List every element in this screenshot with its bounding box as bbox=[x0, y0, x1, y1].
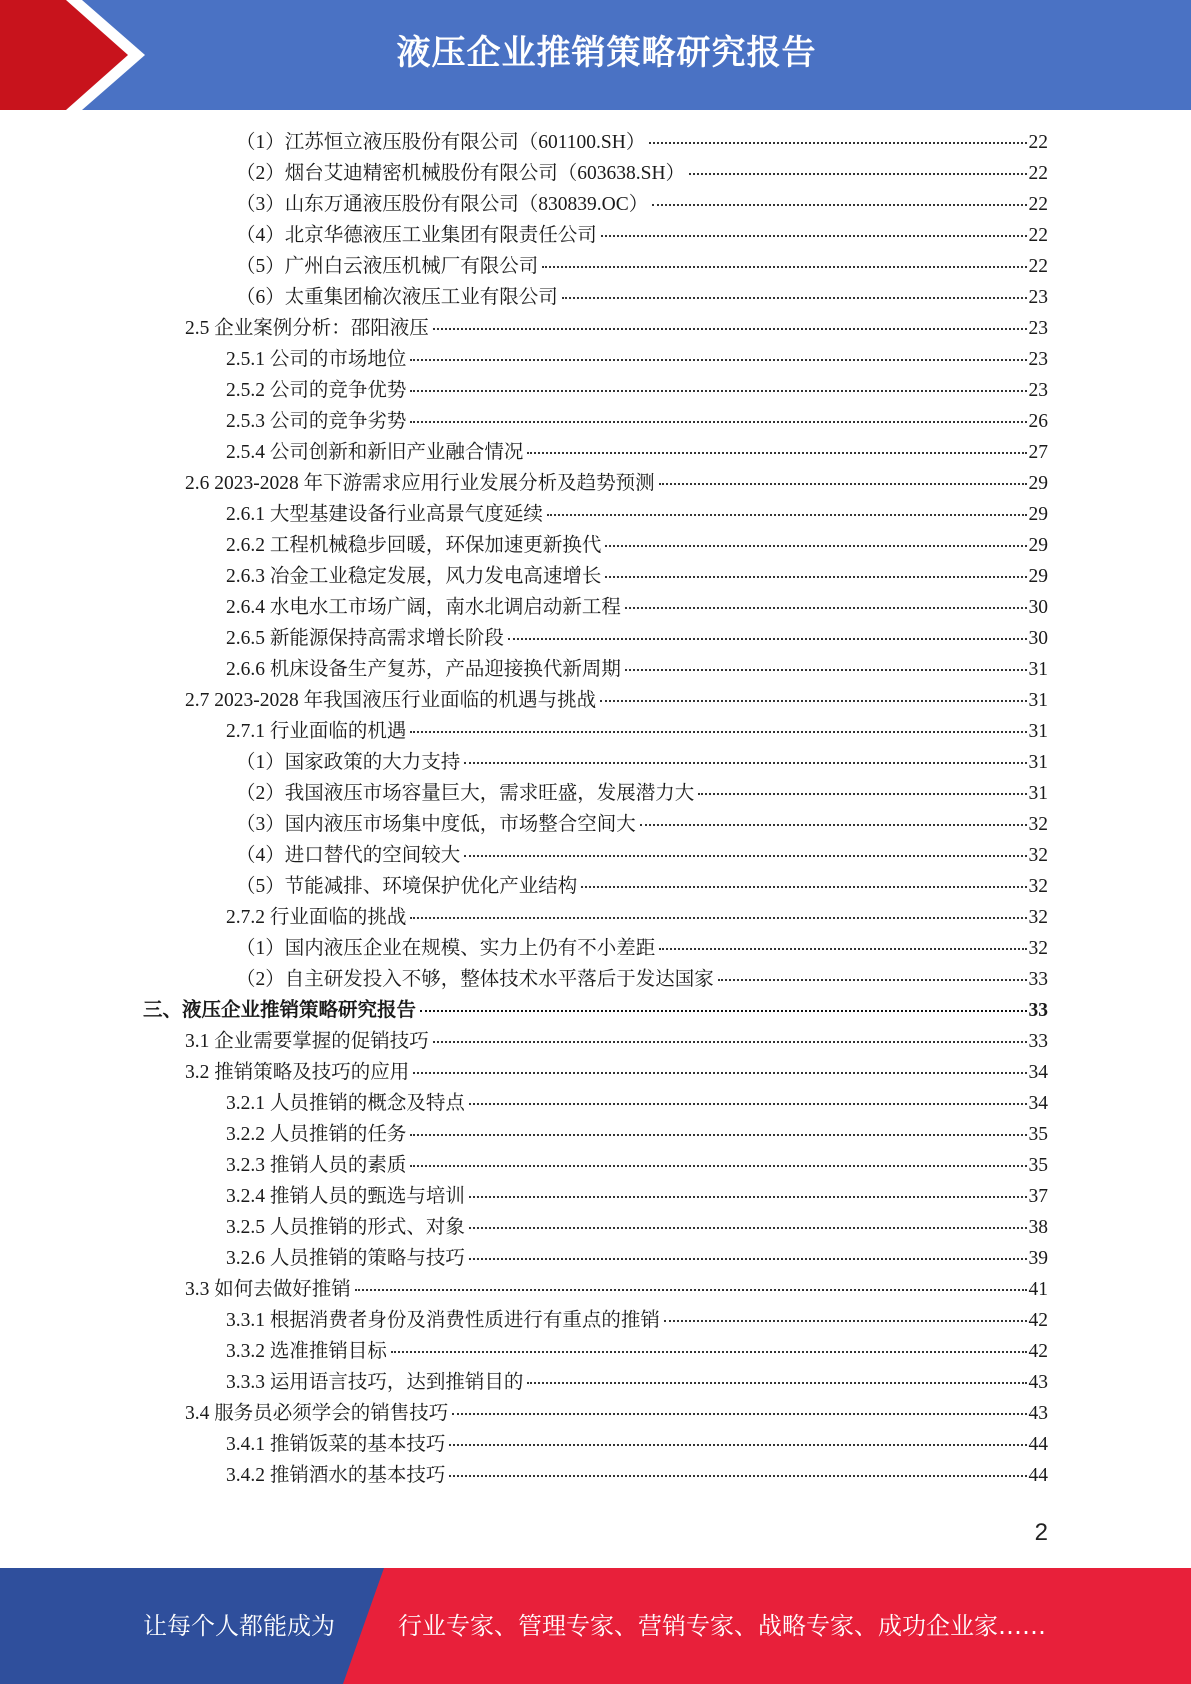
toc-entry-label: 3.4.1 推销饭菜的基本技巧 bbox=[226, 1434, 446, 1455]
toc-entry-label: 2.6.5 新能源保持高需求增长阶段 bbox=[226, 628, 504, 649]
toc-entry-page: 23 bbox=[1028, 349, 1048, 370]
dot-leader bbox=[664, 1320, 1027, 1322]
toc-entry-page: 43 bbox=[1028, 1403, 1048, 1424]
toc-entry[interactable] bbox=[185, 1026, 1048, 1057]
dot-leader bbox=[605, 576, 1026, 578]
toc-entry[interactable] bbox=[226, 1460, 1048, 1491]
toc-entry-page: 30 bbox=[1028, 628, 1048, 649]
dot-leader bbox=[391, 1351, 1027, 1353]
toc-entry-page: 39 bbox=[1028, 1248, 1048, 1269]
toc-entry-page: 32 bbox=[1028, 938, 1048, 959]
toc-entry-label: （4）北京华德液压工业集团有限责任公司 bbox=[236, 225, 597, 246]
toc-entry-page: 23 bbox=[1028, 380, 1048, 401]
toc-entry-page: 22 bbox=[1028, 256, 1048, 277]
toc-entry-label: 2.7 2023-2028 年我国液压行业面临的机遇与挑战 bbox=[185, 690, 597, 711]
dot-leader bbox=[469, 1258, 1027, 1260]
dot-leader bbox=[452, 1413, 1026, 1415]
toc-entry-label: （6）太重集团榆次液压工业有限公司 bbox=[236, 287, 558, 308]
toc-entry-page: 32 bbox=[1028, 814, 1048, 835]
toc-entry[interactable] bbox=[226, 499, 1048, 530]
dot-leader bbox=[410, 1134, 1026, 1136]
dot-leader bbox=[562, 297, 1027, 299]
toc-entry-page: 22 bbox=[1028, 132, 1048, 153]
dot-leader bbox=[410, 390, 1026, 392]
toc-entry-label: 3.2.3 推销人员的素质 bbox=[226, 1155, 407, 1176]
toc-entry-label: （1）江苏恒立液压股份有限公司（601100.SH） bbox=[236, 132, 646, 153]
toc-entry-page: 35 bbox=[1028, 1124, 1048, 1145]
toc-entry-label: （2）我国液压市场容量巨大，需求旺盛，发展潜力大 bbox=[236, 783, 695, 804]
toc-entry-page: 42 bbox=[1028, 1341, 1048, 1362]
toc-entry-label: 三、液压企业推销策略研究报告 bbox=[143, 1000, 417, 1021]
dot-leader bbox=[469, 1103, 1027, 1105]
toc-entry-page: 27 bbox=[1028, 442, 1048, 463]
toc-entry[interactable] bbox=[226, 406, 1048, 437]
toc-entry[interactable] bbox=[226, 1336, 1048, 1367]
dot-leader bbox=[469, 1196, 1027, 1198]
dot-leader bbox=[469, 1227, 1027, 1229]
toc-entry[interactable] bbox=[236, 933, 1048, 964]
dot-leader bbox=[420, 1010, 1026, 1012]
toc-entry-label: 2.6.1 大型基建设备行业高景气度延续 bbox=[226, 504, 543, 525]
toc-entry[interactable] bbox=[185, 468, 1048, 499]
footer-slogan-right: 行业专家、管理专家、营销专家、战略专家、成功企业家…… bbox=[398, 1612, 1046, 1640]
toc-entry[interactable] bbox=[185, 685, 1048, 716]
toc-chapter-entry[interactable] bbox=[143, 995, 1048, 1026]
toc-entry-label: 2.6.6 机床设备生产复苏，产品迎接换代新周期 bbox=[226, 659, 621, 680]
toc-entry[interactable] bbox=[236, 778, 1048, 809]
toc-entry-page: 32 bbox=[1028, 907, 1048, 928]
dot-leader bbox=[600, 700, 1026, 702]
toc-entry-label: 2.5 企业案例分析：邵阳液压 bbox=[185, 318, 429, 339]
toc-entry-label: （3）国内液压市场集中度低，市场整合空间大 bbox=[236, 814, 636, 835]
toc-entry[interactable] bbox=[226, 1181, 1048, 1212]
toc-entry-label: 3.2.5 人员推销的形式、对象 bbox=[226, 1217, 465, 1238]
dot-leader bbox=[433, 1041, 1027, 1043]
dot-leader bbox=[625, 669, 1027, 671]
toc-entry-page: 30 bbox=[1028, 597, 1048, 618]
toc-entry-page: 34 bbox=[1028, 1093, 1048, 1114]
toc-entry[interactable] bbox=[236, 189, 1048, 220]
dot-leader bbox=[625, 607, 1027, 609]
dot-leader bbox=[527, 452, 1026, 454]
footer-banner bbox=[0, 1568, 1191, 1684]
toc-entry-label: 2.6 2023-2028 年下游需求应用行业发展分析及趋势预测 bbox=[185, 473, 655, 494]
toc-entry-label: 3.3.1 根据消费者身份及消费性质进行有重点的推销 bbox=[226, 1310, 660, 1331]
toc-entry[interactable] bbox=[226, 437, 1048, 468]
toc-entry[interactable] bbox=[226, 1429, 1048, 1460]
toc-entry[interactable] bbox=[226, 1367, 1048, 1398]
dot-leader bbox=[433, 328, 1027, 330]
toc-entry-label: （5）节能减排、环境保护优化产业结构 bbox=[236, 876, 578, 897]
toc-entry-page: 38 bbox=[1028, 1217, 1048, 1238]
dot-leader bbox=[640, 824, 1027, 826]
toc-entry-label: 3.4 服务员必须学会的销售技巧 bbox=[185, 1403, 449, 1424]
toc-entry-page: 33 bbox=[1028, 1031, 1048, 1052]
dot-leader bbox=[410, 359, 1026, 361]
dot-leader bbox=[410, 731, 1026, 733]
toc-entry-label: 2.6.3 冶金工业稳定发展，风力发电高速增长 bbox=[226, 566, 602, 587]
page-number: 2 bbox=[1034, 1519, 1048, 1546]
toc-entry[interactable] bbox=[185, 313, 1048, 344]
toc-entry-page: 29 bbox=[1028, 535, 1048, 556]
toc-entry-label: 3.2.2 人员推销的任务 bbox=[226, 1124, 407, 1145]
toc-entry-page: 33 bbox=[1028, 1000, 1048, 1021]
toc-entry-label: 3.2.1 人员推销的概念及特点 bbox=[226, 1093, 465, 1114]
dot-leader bbox=[464, 762, 1026, 764]
toc-entry-page: 26 bbox=[1028, 411, 1048, 432]
toc-entry-page: 31 bbox=[1028, 690, 1048, 711]
toc-entry[interactable] bbox=[226, 530, 1048, 561]
toc-entry-page: 31 bbox=[1028, 721, 1048, 742]
toc-entry-page: 32 bbox=[1028, 876, 1048, 897]
toc-entry[interactable] bbox=[226, 1088, 1048, 1119]
toc-entry-page: 31 bbox=[1028, 752, 1048, 773]
toc-entry[interactable] bbox=[236, 251, 1048, 282]
dot-leader bbox=[410, 1165, 1026, 1167]
toc-entry-page: 23 bbox=[1028, 287, 1048, 308]
toc-entry-page: 37 bbox=[1028, 1186, 1048, 1207]
dot-leader bbox=[527, 1382, 1026, 1384]
toc-entry-page: 41 bbox=[1028, 1279, 1048, 1300]
dot-leader bbox=[605, 545, 1026, 547]
toc-entry-label: （1）国内液压企业在规模、实力上仍有不小差距 bbox=[236, 938, 656, 959]
toc-entry-label: 2.7.2 行业面临的挑战 bbox=[226, 907, 407, 928]
toc-entry-label: 2.7.1 行业面临的机遇 bbox=[226, 721, 407, 742]
toc-entry[interactable] bbox=[226, 592, 1048, 623]
toc-entry-page: 29 bbox=[1028, 504, 1048, 525]
toc-entry-label: 3.3.2 选准推销目标 bbox=[226, 1341, 387, 1362]
toc-entry-label: （3）山东万通液压股份有限公司（830839.OC） bbox=[236, 194, 649, 215]
dot-leader bbox=[547, 514, 1027, 516]
toc-entry[interactable] bbox=[226, 623, 1048, 654]
toc-entry[interactable] bbox=[226, 1212, 1048, 1243]
toc-entry[interactable] bbox=[236, 158, 1048, 189]
header-banner bbox=[0, 0, 1191, 110]
toc-entry-label: 3.3 如何去做好推销 bbox=[185, 1279, 351, 1300]
toc-entry-label: （5）广州白云液压机械厂有限公司 bbox=[236, 256, 539, 277]
dot-leader bbox=[698, 793, 1026, 795]
toc-entry-label: 3.2 推销策略及技巧的应用 bbox=[185, 1062, 410, 1083]
toc-entry-label: （4）进口替代的空间较大 bbox=[236, 845, 461, 866]
toc-entry[interactable] bbox=[236, 840, 1048, 871]
toc-entry-label: 3.4.2 推销酒水的基本技巧 bbox=[226, 1465, 446, 1486]
toc-entry-page: 29 bbox=[1028, 473, 1048, 494]
toc-entry-page: 29 bbox=[1028, 566, 1048, 587]
dot-leader bbox=[581, 886, 1026, 888]
toc-entry-page: 44 bbox=[1028, 1465, 1048, 1486]
toc-entry[interactable] bbox=[226, 716, 1048, 747]
toc-entry[interactable] bbox=[236, 282, 1048, 313]
dot-leader bbox=[413, 1072, 1026, 1074]
footer-slogan-left: 让每个人都能成为 bbox=[143, 1612, 335, 1640]
toc-entry[interactable] bbox=[236, 809, 1048, 840]
toc-entry-page: 22 bbox=[1028, 163, 1048, 184]
dot-leader bbox=[464, 855, 1026, 857]
toc-entry[interactable] bbox=[226, 344, 1048, 375]
toc-entry-label: 3.1 企业需要掌握的促销技巧 bbox=[185, 1031, 429, 1052]
toc-entry[interactable] bbox=[226, 561, 1048, 592]
dot-leader bbox=[649, 142, 1026, 144]
dot-leader bbox=[659, 948, 1026, 950]
dot-leader bbox=[659, 483, 1027, 485]
dot-leader bbox=[410, 917, 1026, 919]
toc-entry-page: 32 bbox=[1028, 845, 1048, 866]
report-title: 液压企业推销策略研究报告 bbox=[396, 33, 817, 73]
dot-leader bbox=[355, 1289, 1027, 1291]
dot-leader bbox=[410, 421, 1026, 423]
toc-entry[interactable] bbox=[226, 1305, 1048, 1336]
toc-entry-label: 2.5.2 公司的竞争优势 bbox=[226, 380, 407, 401]
toc-entry[interactable] bbox=[226, 902, 1048, 933]
toc-entry[interactable] bbox=[185, 1398, 1048, 1429]
dot-leader bbox=[542, 266, 1026, 268]
toc-entry-page: 23 bbox=[1028, 318, 1048, 339]
toc-entry[interactable] bbox=[236, 871, 1048, 902]
toc-entry-page: 42 bbox=[1028, 1310, 1048, 1331]
toc-entry-page: 35 bbox=[1028, 1155, 1048, 1176]
toc-entry-label: 2.6.4 水电水工市场广阔，南水北调启动新工程 bbox=[226, 597, 621, 618]
toc-entry[interactable] bbox=[185, 1274, 1048, 1305]
toc-entry[interactable] bbox=[226, 654, 1048, 685]
toc-entry-label: 3.2.4 推销人员的甄选与培训 bbox=[226, 1186, 465, 1207]
dot-leader bbox=[449, 1475, 1026, 1477]
dot-leader bbox=[652, 204, 1026, 206]
toc-entry-label: 2.6.2 工程机械稳步回暖，环保加速更新换代 bbox=[226, 535, 602, 556]
toc-entry-page: 31 bbox=[1028, 659, 1048, 680]
toc-entry-label: 3.3.3 运用语言技巧，达到推销目的 bbox=[226, 1372, 524, 1393]
toc-entry-page: 22 bbox=[1028, 194, 1048, 215]
toc-entry-label: （2）烟台艾迪精密机械股份有限公司（603638.SH） bbox=[236, 163, 686, 184]
toc-entry[interactable] bbox=[236, 964, 1048, 995]
toc-entry[interactable] bbox=[226, 1150, 1048, 1181]
toc-entry[interactable] bbox=[226, 1119, 1048, 1150]
toc-entry[interactable] bbox=[226, 375, 1048, 406]
toc-entry-page: 34 bbox=[1028, 1062, 1048, 1083]
dot-leader bbox=[689, 173, 1026, 175]
dot-leader bbox=[449, 1444, 1026, 1446]
toc-entry-label: 2.5.1 公司的市场地位 bbox=[226, 349, 407, 370]
toc-entry-page: 33 bbox=[1028, 969, 1048, 990]
toc-entry-label: （2）自主研发投入不够，整体技术水平落后于发达国家 bbox=[236, 969, 714, 990]
toc-entry-label: 3.2.6 人员推销的策略与技巧 bbox=[226, 1248, 465, 1269]
toc-entry[interactable] bbox=[236, 747, 1048, 778]
toc-entry[interactable] bbox=[236, 127, 1048, 158]
toc-entry-page: 43 bbox=[1028, 1372, 1048, 1393]
toc-entry-page: 31 bbox=[1028, 783, 1048, 804]
dot-leader bbox=[718, 979, 1027, 981]
toc-entry-label: （1）国家政策的大力支持 bbox=[236, 752, 461, 773]
dot-leader bbox=[601, 235, 1027, 237]
toc-entry-label: 2.5.4 公司创新和新旧产业融合情况 bbox=[226, 442, 524, 463]
toc-entry[interactable] bbox=[226, 1243, 1048, 1274]
toc-entry-page: 22 bbox=[1028, 225, 1048, 246]
dot-leader bbox=[508, 638, 1027, 640]
toc-entry[interactable] bbox=[185, 1057, 1048, 1088]
toc-entry[interactable] bbox=[236, 220, 1048, 251]
toc-entry-page: 44 bbox=[1028, 1434, 1048, 1455]
toc-entry-label: 2.5.3 公司的竞争劣势 bbox=[226, 411, 407, 432]
